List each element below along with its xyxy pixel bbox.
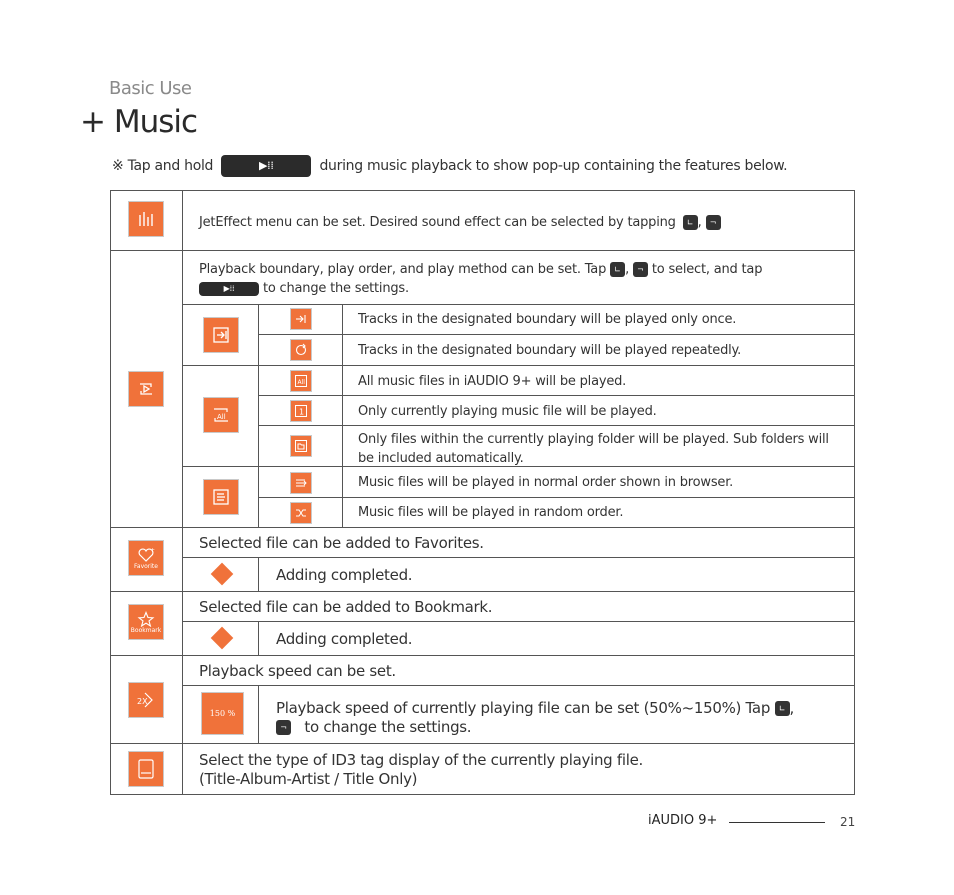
boundary-icon <box>203 317 239 353</box>
single-file-text: Only currently playing music file will be played. <box>358 404 657 419</box>
equalizer-icon <box>128 201 164 237</box>
shuffle-icon <box>290 502 312 524</box>
jeteffect-description: JetEffect menu can be set. Desired sound effect can be selected by tapping ∟ , ¬ <box>199 215 721 230</box>
normal-order-text: Music files will be played in normal order shown in browser. <box>358 475 734 490</box>
play-once-text: Tracks in the designated boundary will be played only once. <box>358 312 737 327</box>
speed-sub-description: Playback speed of currently playing file can be set (50%~150%) Tap ∟ , ¬ to change the settings. <box>276 699 794 736</box>
folder-text: Only files within the currently playing folder will be played. Sub folders will be included automatically. <box>358 432 829 466</box>
play-pause-button-image: ▶⁞⁞ <box>199 282 259 296</box>
all-files-icon <box>290 370 312 392</box>
repeat-icon <box>290 339 312 361</box>
id3-tag-icon <box>128 751 164 787</box>
shuffle-text: Music files will be played in random order. <box>358 505 624 520</box>
bookmark-description: Selected file can be added to Bookmark. <box>199 598 493 616</box>
speed-icon <box>128 682 164 718</box>
left-key-icon: ∟ <box>775 701 790 716</box>
id3-description: Select the type of ID3 tag display of the currently playing file. (Title-Album-Artist / Title Only) <box>199 751 643 788</box>
page-title: + Music <box>80 104 198 140</box>
favorite-icon-label: Favorite <box>134 562 158 570</box>
all-files-text: All music files in iAUDIO 9+ will be played. <box>358 374 627 389</box>
left-key-icon: ∟ <box>610 262 625 277</box>
check-icon <box>211 627 234 650</box>
playback-mode-icon <box>128 371 164 407</box>
bookmark-icon-label: Bookmark <box>130 626 162 634</box>
left-key-icon: ∟ <box>683 215 698 230</box>
normal-order-icon <box>290 472 312 494</box>
single-file-icon <box>290 400 312 422</box>
speed-description: Playback speed can be set. <box>199 662 396 680</box>
favorite-icon <box>128 540 164 576</box>
speed-icon-label: 2X <box>137 697 148 706</box>
check-icon <box>211 563 234 586</box>
instruction-note <box>112 155 787 177</box>
svg-text:All: All <box>297 379 305 386</box>
section-label: Basic Use <box>109 78 192 99</box>
svg-text:1: 1 <box>299 407 305 417</box>
svg-text:+: + <box>150 546 155 554</box>
repeat-text: Tracks in the designated boundary will be played repeatedly. <box>358 343 742 358</box>
footer-divider <box>729 822 825 823</box>
play-method-icon <box>203 479 239 515</box>
note-suffix: during music playback to show pop-up containing the features below. <box>319 158 788 174</box>
favorites-result: Adding completed. <box>276 566 413 584</box>
speed-value-label: 150 % <box>209 709 236 718</box>
play-once-icon <box>290 308 312 330</box>
bookmark-result: Adding completed. <box>276 630 413 648</box>
footer-brand: iAUDIO 9+ <box>648 813 718 828</box>
favorites-description: Selected file can be added to Favorites. <box>199 534 484 552</box>
note-prefix: ※ Tap and hold <box>112 158 214 174</box>
page-number: 21 <box>840 815 856 829</box>
right-key-icon: ¬ <box>633 262 648 277</box>
svg-text:All: All <box>217 413 226 421</box>
right-key-icon: ¬ <box>706 215 721 230</box>
speed-value-icon <box>201 692 244 735</box>
right-key-icon: ¬ <box>276 720 291 735</box>
play-all-icon <box>203 397 239 433</box>
bookmark-icon <box>128 604 164 640</box>
playback-description: Playback boundary, play order, and play method can be set. Tap ∟ , ¬ to select, and tap ▶⁞⁞ to change the settings. <box>199 262 763 296</box>
play-pause-button-image: ▶⁞⁞ <box>221 155 311 177</box>
folder-icon <box>290 435 312 457</box>
